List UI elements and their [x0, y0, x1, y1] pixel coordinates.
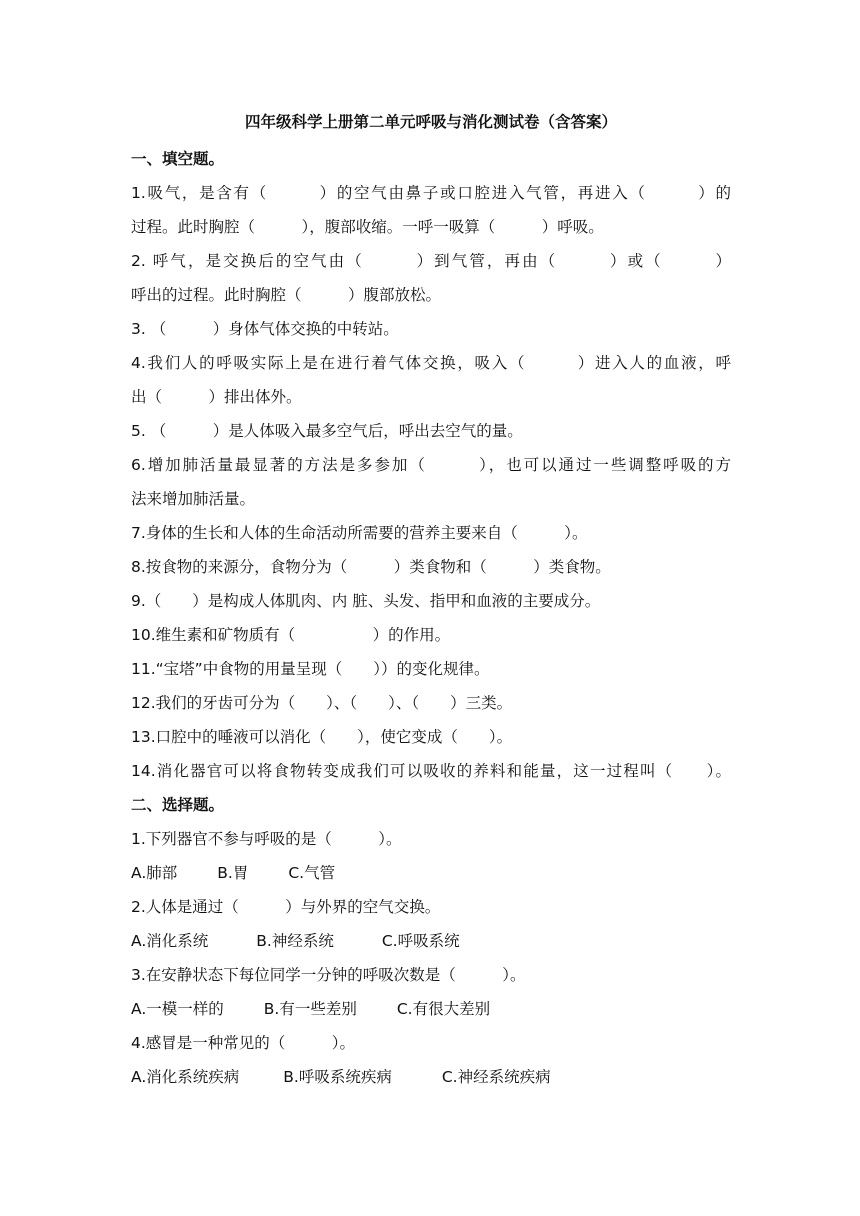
choice-option: A.一模一样的: [131, 1000, 224, 1018]
test-paper: [131, 108, 731, 1094]
question-line: 呼出的过程。此时胸腔（ ）腹部放松。: [131, 286, 442, 304]
page-title: 四年级科学上册第二单元呼吸与消化测试卷（含答案）: [244, 113, 617, 131]
question-line: 出（ ）排出体外。: [131, 388, 302, 406]
question-line: 2. 呼气，是交换后的空气由（ ）到气管，再由（ ）或（ ）: [131, 252, 731, 270]
choice-option: C.呼吸系统: [381, 932, 460, 950]
question-line: 6.增加肺活量最显著的方法是多参加（ ），也可以通过一些调整呼吸的方: [131, 456, 731, 474]
choice-question-stem: 2.人体是通过（ ）与外界的空气交换。: [131, 898, 441, 916]
choice-option: B.神经系统: [256, 932, 334, 950]
choice-option: A.消化系统疾病: [131, 1068, 240, 1086]
question-line: 8.按食物的来源分，食物分为（ ）类食物和（ ）类食物。: [131, 558, 611, 576]
question-line: 1.吸气，是含有（ ）的空气由鼻子或口腔进入气管，再进入（ ）的: [131, 184, 731, 202]
choice-question-stem: 1.下列器官不参与呼吸的是（ ）。: [131, 830, 402, 848]
question-line: 4.我们人的呼吸实际上是在进行着气体交换，吸入（ ）进入人的血液，呼: [131, 354, 731, 372]
choice-option: B.胃: [217, 864, 249, 882]
choice-option: A.消化系统: [131, 932, 209, 950]
choice-question-stem: 3.在安静状态下每位同学一分钟的呼吸次数是（ ）。: [131, 966, 526, 984]
question-line: 7.身体的生长和人体的生命活动所需要的营养主要来自（ ）。: [131, 524, 588, 542]
choice-option: A.肺部: [131, 864, 178, 882]
choice-questions: [131, 822, 731, 1094]
section-heading-choice: 二、选择题。: [131, 796, 225, 814]
choice-options: [131, 924, 731, 958]
choice-options: [131, 856, 731, 890]
question-line: 11.“宝塔”中食物的用量呈现（ ））的变化规律。: [131, 660, 490, 678]
question-line: 过程。此时胸腔（ ），腹部收缩。一呼一吸算（ ）呼吸。: [131, 218, 604, 236]
question-line: 12.我们的牙齿可分为（ ）、（ ）、（ ）三类。: [131, 694, 513, 712]
choice-option: C.气管: [288, 864, 336, 882]
section-heading-fill-in: 一、填空题。: [131, 150, 225, 168]
choice-question-stem: 4.感冒是一种常见的（ ）。: [131, 1034, 356, 1052]
question-line: 3. （ ）身体气体交换的中转站。: [131, 320, 399, 338]
choice-options: [131, 1060, 731, 1094]
choice-option: C.神经系统疾病: [441, 1068, 551, 1086]
question-line: 法来增加肺活量。: [131, 490, 256, 508]
question-line: 9.（ ）是构成人体肌肉、内 脏、头发、指甲和血液的主要成分。: [131, 592, 601, 610]
choice-option: B.有一些差别: [263, 1000, 357, 1018]
question-line: 14.消化器官可以将食物转变成我们可以吸收的养料和能量，这一过程叫（ ）。: [131, 762, 731, 780]
choice-option: B.呼吸系统疾病: [283, 1068, 392, 1086]
choice-options: [131, 992, 731, 1026]
question-line: 5. （ ）是人体吸入最多空气后，呼出去空气的量。: [131, 422, 523, 440]
fill-in-questions: [131, 176, 731, 788]
question-line: 10.维生素和矿物质有（ ）的作用。: [131, 626, 451, 644]
choice-option: C.有很大差别: [396, 1000, 491, 1018]
question-line: 13.口腔中的唾液可以消化（ ），使它变成（ ）。: [131, 728, 513, 746]
